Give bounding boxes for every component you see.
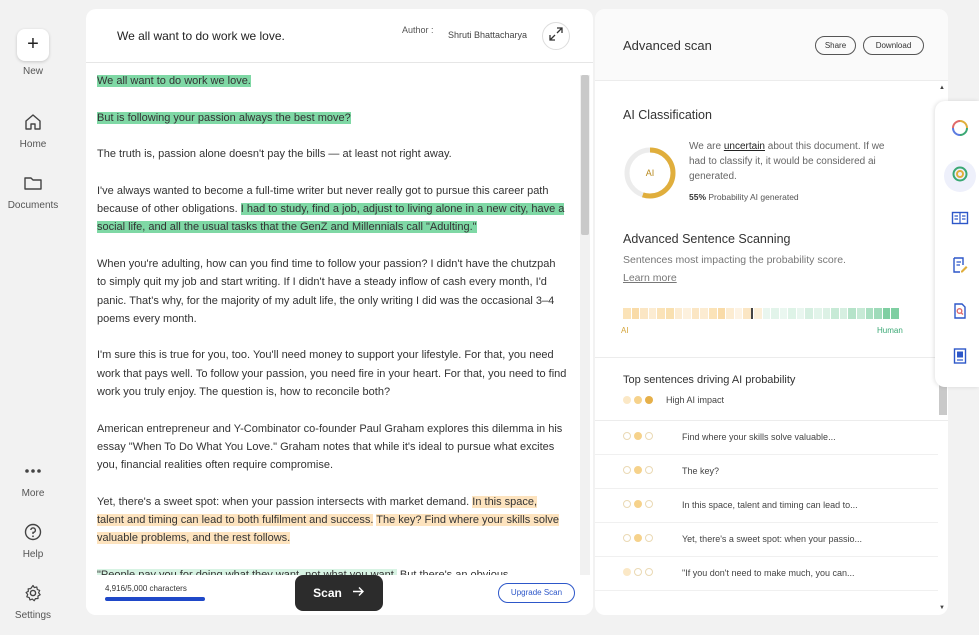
classification-text <box>689 139 899 184</box>
impact-dots <box>623 500 653 508</box>
impact-dot <box>623 500 631 508</box>
heat-segment <box>857 308 865 319</box>
sidebar-item-label: More <box>21 488 45 499</box>
heat-segment <box>848 308 856 319</box>
heat-segment <box>657 308 665 319</box>
paragraph <box>97 493 567 548</box>
top-sentences-title: Top sentences driving AI probability <box>623 374 796 386</box>
probability-label: Probability AI generated <box>708 192 799 202</box>
writing-feedback-icon <box>951 256 969 279</box>
heat-segment <box>683 308 691 319</box>
heat-segment <box>797 308 805 319</box>
heat-segment <box>883 308 891 319</box>
sidebar-item-home[interactable] <box>0 111 66 150</box>
heat-segment <box>866 308 874 319</box>
heat-segment <box>692 308 700 319</box>
heat-segment <box>840 308 848 319</box>
paragraph <box>97 182 567 237</box>
impact-dots <box>623 568 653 576</box>
heat-segment <box>771 308 779 319</box>
impact-dot <box>645 500 653 508</box>
help-icon <box>22 521 44 543</box>
heat-segment <box>788 308 796 319</box>
tool-report[interactable] <box>943 341 977 375</box>
paragraph <box>97 109 567 127</box>
editor-scrollbar[interactable] <box>580 75 590 575</box>
scroll-down-icon[interactable]: ▼ <box>939 605 945 611</box>
sidebar-item-more[interactable] <box>0 460 66 499</box>
impact-dot <box>623 534 631 542</box>
tool-plagiarism[interactable] <box>944 160 976 192</box>
expand-button[interactable] <box>542 22 570 50</box>
impact-dot <box>634 568 642 576</box>
scan-button[interactable] <box>295 575 383 611</box>
advanced-scan-panel <box>595 9 948 615</box>
heat-segment <box>735 308 743 319</box>
uncertain-link[interactable]: uncertain <box>723 141 765 152</box>
list-item[interactable] <box>595 489 938 523</box>
ai-highlight[interactable]: We all want to do work we love. <box>97 75 251 87</box>
character-count: 4,916/5,000 characters <box>105 584 187 593</box>
sidebar-item-label: Documents <box>7 200 59 211</box>
new-label: New <box>22 66 43 77</box>
heat-segment <box>700 308 708 319</box>
list-item[interactable] <box>595 523 938 557</box>
document-text[interactable] <box>97 72 567 603</box>
impact-dots <box>623 534 653 542</box>
sidebar-item-help[interactable] <box>0 521 66 560</box>
character-progress-bar <box>105 597 205 601</box>
heat-marker <box>743 308 753 319</box>
impact-dot <box>645 432 653 440</box>
impact-dot <box>645 568 653 576</box>
plagiarism-icon <box>951 165 969 188</box>
impact-dot <box>634 466 642 474</box>
author-label: Author : <box>402 25 434 35</box>
impact-dot <box>645 466 653 474</box>
arrow-right-icon <box>352 586 365 600</box>
impact-dot <box>623 432 631 440</box>
plus-icon: + <box>17 29 49 61</box>
impact-legend-dots <box>623 396 653 404</box>
heat-segment <box>780 308 788 319</box>
heat-segment <box>874 308 882 319</box>
left-sidebar <box>0 0 66 635</box>
heat-segment <box>763 308 771 319</box>
expand-icon <box>549 27 563 46</box>
impact-dot <box>645 534 653 542</box>
search-doc-icon <box>951 302 969 325</box>
ai-highlight[interactable]: But is following your passion always the best move? <box>97 111 351 124</box>
sidebar-item-documents[interactable] <box>0 172 66 211</box>
paragraph <box>97 72 567 90</box>
impact-dot <box>645 396 653 404</box>
ai-badge: AI <box>645 168 655 178</box>
heat-segment <box>718 308 726 319</box>
editor-footer <box>86 575 593 615</box>
report-icon <box>951 347 969 370</box>
new-button[interactable] <box>0 29 66 77</box>
classification-text-post: about this document. If we had to classify it, it would be considered ai generated. <box>689 141 885 182</box>
heat-segment <box>805 308 813 319</box>
editor-header <box>86 9 593 63</box>
divider <box>595 357 948 358</box>
heat-segment <box>754 308 762 319</box>
panel-header <box>595 9 948 81</box>
sentence-text: The key? <box>682 466 720 476</box>
ai-highlight[interactable]: I had to study, find a job, adjust to living alone in a new city, have a social life, and all the usual tasks that the GenZ and Millennials call "Adulting." <box>97 203 565 234</box>
paragraph-text: I've always wanted to become a full-time writer but never really got to pursue this career path because of other obligations. <box>97 184 549 216</box>
document-editor <box>86 9 593 615</box>
sentence-scanning-subtitle: Sentences most impacting the probability score. <box>623 254 846 266</box>
compare-icon <box>951 209 969 232</box>
scroll-up-icon[interactable]: ▲ <box>939 85 945 91</box>
probability-line <box>689 192 799 202</box>
paragraph-text: Yet, there's a sweet spot: when your passion intersects with market demand. <box>97 495 473 508</box>
sentence-text: In this space, talent and timing can lead to... <box>682 500 858 510</box>
folder-icon <box>22 172 44 194</box>
top-sentences-list <box>595 421 938 591</box>
share-button[interactable]: Share <box>815 36 856 55</box>
learn-more-link[interactable]: Learn more <box>623 272 677 284</box>
heat-segment <box>632 308 640 319</box>
impact-dot <box>634 396 642 404</box>
heat-segment <box>675 308 683 319</box>
heat-segment <box>831 308 839 319</box>
ai-scan-icon <box>951 119 969 142</box>
upgrade-scan-button[interactable]: Upgrade Scan <box>498 583 575 603</box>
document-title[interactable]: We all want to do work we love. <box>117 29 285 43</box>
home-icon <box>22 111 44 133</box>
probability-value: 55% <box>689 192 707 202</box>
tool-search-doc[interactable] <box>943 296 977 330</box>
panel-title: Advanced scan <box>623 38 712 53</box>
tool-ai-scan[interactable] <box>943 113 977 147</box>
download-button[interactable]: Download <box>863 36 924 55</box>
list-item[interactable] <box>595 455 938 489</box>
ai-classification-title: AI Classification <box>623 108 712 122</box>
author-name[interactable]: Shruti Bhattacharya <box>448 30 528 40</box>
impact-dots <box>623 432 653 440</box>
paragraph: When you're adulting, how can you find time to follow your passion? I didn't have the chutzpah to simply quit my job and start writing. If I didn't have a steady inflow of cash every month, I'd panic. That's why, for the majority of my adult life, the only writing I did was the occasional 3–4 poems every month. <box>97 257 556 325</box>
tool-switcher <box>935 101 979 387</box>
paragraph: I'm sure this is true for you, too. You'll need money to support your lifestyle. For that, you need work that pays well. To follow your passion, you need fire in your heart. For that, you need to find work you truly enjoy. The question is, how to reconcile both? <box>97 349 567 399</box>
sentence-scanning-title: Advanced Sentence Scanning <box>623 232 791 246</box>
sidebar-item-settings[interactable] <box>0 582 66 621</box>
impact-dot <box>634 500 642 508</box>
heat-segment <box>814 308 822 319</box>
sentence-heat-bar[interactable] <box>623 308 900 319</box>
heat-segment <box>891 308 899 319</box>
impact-dot <box>623 466 631 474</box>
impact-legend-label: High AI impact <box>666 395 725 405</box>
list-item[interactable] <box>595 557 938 591</box>
tool-compare[interactable] <box>943 203 977 237</box>
impact-dot <box>634 432 642 440</box>
impact-dots <box>623 466 653 474</box>
heat-segment <box>823 308 831 319</box>
sidebar-item-label: Help <box>22 549 44 560</box>
scrollbar-thumb[interactable] <box>581 75 589 235</box>
sentence-text: Yet, there's a sweet spot: when your passio... <box>682 534 862 544</box>
sentence-text: "If you don't need to make much, you can... <box>682 568 855 578</box>
tool-writing-feedback[interactable] <box>943 250 977 284</box>
heat-human-label: Human <box>877 326 903 335</box>
heat-segment <box>709 308 717 319</box>
heat-segment <box>640 308 648 319</box>
heat-segment <box>726 308 734 319</box>
heat-segment <box>623 308 631 319</box>
paragraph: The truth is, passion alone doesn't pay the bills — at least not right away. <box>97 148 452 161</box>
impact-dot <box>623 396 631 404</box>
impact-dot <box>634 534 642 542</box>
more-dots-icon <box>22 460 44 482</box>
impact-highlight[interactable]: The key? Find where your skills solve valuable problems, and the rest follows. <box>97 514 560 545</box>
heat-segment <box>666 308 674 319</box>
sidebar-item-label: Home <box>19 139 47 150</box>
sentence-text: Find where your skills solve valuable... <box>682 432 836 442</box>
scan-label: Scan <box>313 586 342 600</box>
paragraph: American entrepreneur and Y-Combinator co-founder Paul Graham explores this dilemma in his essay "When To Do What You Love." Graham notes that while it's ideal to pursue what excites you, financial realities often require compromise. <box>97 422 563 472</box>
sidebar-item-label: Settings <box>14 610 52 621</box>
heat-ai-label: AI <box>621 326 629 335</box>
classification-text-pre: We are <box>689 141 724 152</box>
impact-dot <box>623 568 631 576</box>
gear-icon <box>22 582 44 604</box>
list-item[interactable] <box>595 421 938 455</box>
impact-highlight[interactable]: In this space, talent and timing can lead to both fulfilment and success. <box>97 495 538 527</box>
heat-segment <box>649 308 657 319</box>
